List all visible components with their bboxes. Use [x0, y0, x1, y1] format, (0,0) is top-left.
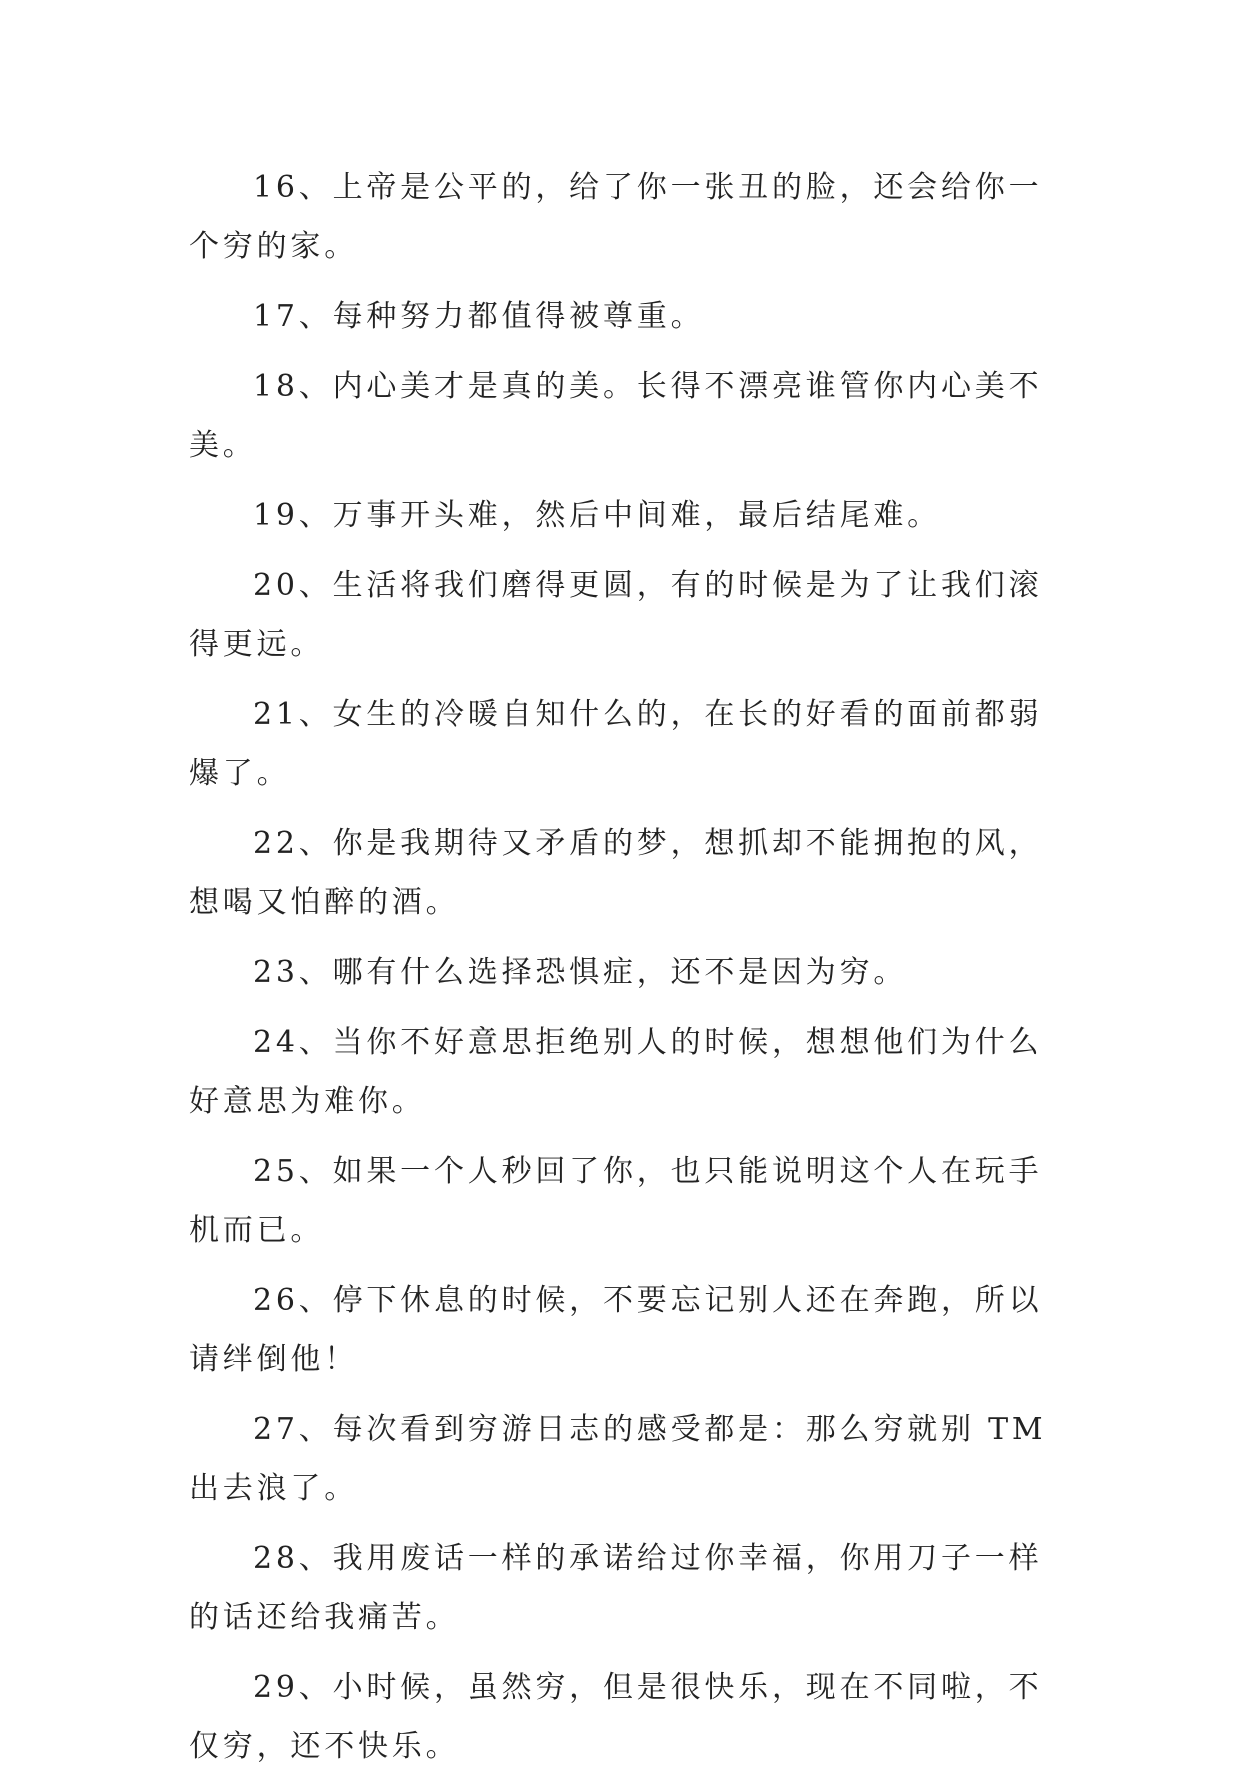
quote-paragraph-25: 25、如果一个人秒回了你，也只能说明这个人在玩手机而已。 [189, 1154, 1043, 1248]
quote-paragraph-18: 18、内心美才是真的美。长得不漂亮谁管你内心美不美。 [189, 369, 1043, 463]
document-body [189, 158, 1054, 1787]
quote-paragraph-21: 21、女生的冷暖自知什么的，在长的好看的面前都弱爆了。 [189, 697, 1043, 791]
quote-paragraph-29: 29、小时候，虽然穷，但是很快乐，现在不同啦，不仅穷，还不快乐。 [189, 1670, 1043, 1764]
quote-paragraph-23: 23、哪有什么选择恐惧症，还不是因为穷。 [253, 955, 908, 990]
quote-paragraph-27: 27、每次看到穷游日志的感受都是：那么穷就别 TM 出去浪了。 [189, 1412, 1047, 1506]
quote-paragraph-26: 26、停下休息的时候，不要忘记别人还在奔跑，所以请绊倒他！ [189, 1283, 1043, 1377]
quote-paragraph-24: 24、当你不好意思拒绝别人的时候，想想他们为什么好意思为难你。 [189, 1025, 1043, 1119]
quote-paragraph-20: 20、生活将我们磨得更圆，有的时候是为了让我们滚得更远。 [189, 568, 1043, 662]
quote-paragraph-16: 16、上帝是公平的，给了你一张丑的脸，还会给你一个穷的家。 [189, 170, 1043, 264]
quote-paragraph-28: 28、我用废话一样的承诺给过你幸福，你用刀子一样的话还给我痛苦。 [189, 1541, 1043, 1635]
quote-paragraph-17: 17、每种努力都值得被尊重。 [253, 299, 705, 334]
quote-paragraph-19: 19、万事开头难，然后中间难，最后结尾难。 [253, 498, 941, 533]
quote-paragraph-22: 22、你是我期待又矛盾的梦，想抓却不能拥抱的风，想喝又怕醉的酒。 [189, 826, 1043, 920]
